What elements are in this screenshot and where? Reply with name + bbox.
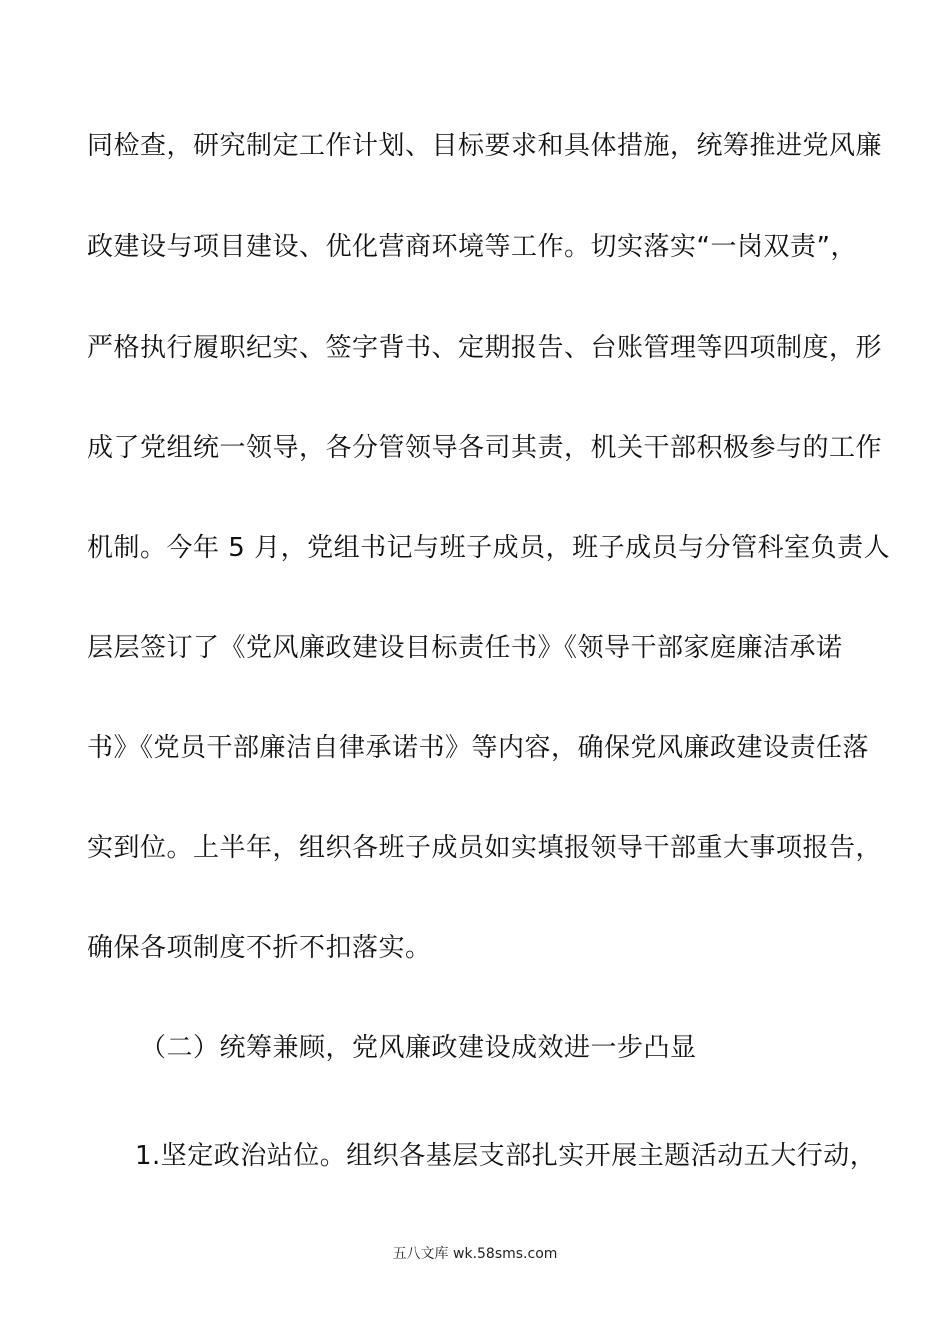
- section-heading: （二）统筹兼顾，党风廉政建设成效进一步凸显: [140, 1033, 697, 1063]
- body-text-line-4: 成了党组统一领导，各分管领导各司其责，机关干部积极参与的工作: [87, 433, 883, 463]
- footer-watermark: 五八文库 wk.58sms.com: [392, 1246, 558, 1262]
- body-text-line-2: 政建设与项目建设、优化营商环境等工作。切实落实“一岗双责”，: [87, 232, 857, 262]
- body-text-line-8: 实到位。上半年，组织各班子成员如实填报领导干部重大事项报告，: [87, 833, 883, 863]
- numbered-item-1: 1.坚定政治站位。组织各基层支部扎实开展主题活动五大行动，: [135, 1141, 877, 1171]
- body-text-line-3: 严格执行履职纪实、签字背书、定期报告、台账管理等四项制度，形: [87, 333, 883, 363]
- body-text-line-1: 同检查，研究制定工作计划、目标要求和具体措施，统筹推进党风廉: [87, 131, 883, 161]
- body-text-line-7: 书》《党员干部廉洁自律承诺书》等内容，确保党风廉政建设责任落: [87, 733, 870, 763]
- body-text-line-9: 确保各项制度不折不扣落实。: [87, 933, 432, 963]
- body-text-line-6: 层层签订了《党风廉政建设目标责任书》《领导干部家庭廉洁承诺: [87, 633, 843, 663]
- body-text-line-5: 机制。今年 5 月，党组书记与班子成员，班子成员与分管科室负责人: [87, 533, 891, 563]
